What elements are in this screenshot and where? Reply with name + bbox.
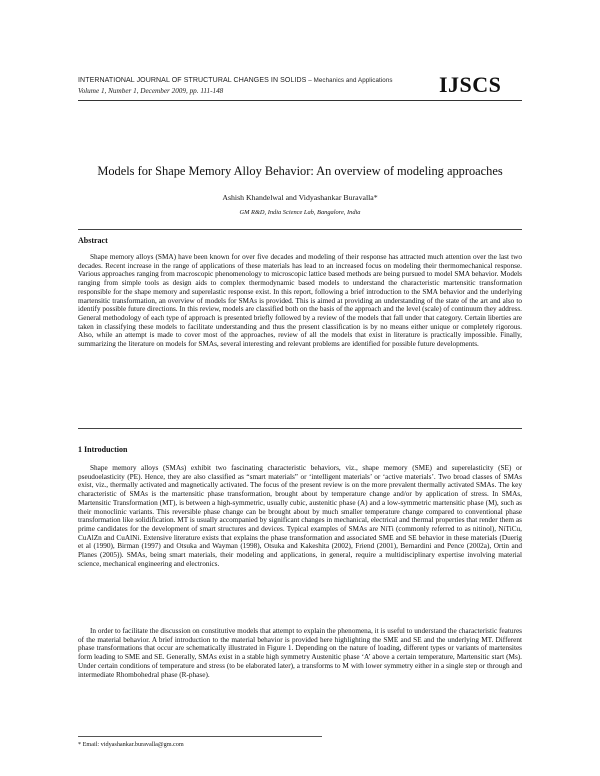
footnote-rule bbox=[78, 736, 322, 737]
header-divider bbox=[78, 100, 522, 101]
abstract-heading: Abstract bbox=[78, 236, 108, 245]
journal-name: INTERNATIONAL JOURNAL OF STRUCTURAL CHANGES IN SOLIDS bbox=[78, 77, 307, 84]
paper-affiliation: GM R&D, India Science Lab, Bangalore, India bbox=[239, 209, 361, 216]
introduction-heading: 1 Introduction bbox=[78, 445, 128, 454]
abstract-bottom-rule bbox=[78, 428, 522, 429]
journal-logo: IJSCS bbox=[439, 72, 502, 97]
footnote-email: * Email: vidyashankar.buravalla@gm.com bbox=[78, 741, 184, 748]
volume-info: Volume 1, Number 1, December 2009, pp. 111-148 bbox=[78, 87, 224, 95]
abstract-text: Shape memory alloys (SMA) have been known for over five decades and modeling of their response has attracted much attention over the last two decades. Recent increase in the range of applications of these materials has lead to an increased focus on modeling their thermomechanical response. Various approaches ranging from macroscopic phenomenology to microscopic lattice based methods are being pursued to model SMA behavior. Models ranging from simple tools as design aids to complex thermodynamic based models to understand the characteristic martensitic transformation responsible for the shape memory and superelastic response exist. In this report, following a brief introduction to the SMA behavior and the underlying martensitic transformation, an overview of models for SMAs is provided. This is aimed at providing an understanding of the state of the art and also to identify possible future directions. In this review, models are classified both on the basis of the approach and the level (scale) of continuum they address. General methodology of each type of approach is presented briefly followed by a review of the models that fall under that category. Certain liberties are taken in classifying these models to facilitate understanding and thus the present classification is by no means either unique or completely rigorous. Also, while an attempt is made to cover most of the approaches, review of all the models that exist in literature is practically impossible. Finally, summarizing the literature on models for SMAs, several interesting and relevant problems are identified for possible future developments. bbox=[78, 253, 522, 349]
journal-subtitle: – Mechanics and Applications bbox=[306, 77, 393, 84]
journal-header bbox=[78, 77, 393, 84]
paper-authors: Ashish Khandelwal and Vidyashankar Buravalla* bbox=[222, 193, 378, 202]
paper-title: Models for Shape Memory Alloy Behavior: An overview of modeling approaches bbox=[97, 164, 503, 178]
abstract-top-rule bbox=[78, 229, 522, 230]
introduction-paragraph-2: In order to facilitate the discussion on constitutive models that attempt to explain the phenomena, it is useful to understand the characteristic features of the material behavior. A brief introduction to the material behavior is provided here highlighting the SME and SE and the underlying MT. Different phase transformations that occur are schematically illustrated in Figure 1. Depending on the nature of loading, different types or variants of martensites form leading to SME and SE. Generally, SMAs exist in a stable high symmetry Austenitic phase ‘A’ above a certain temperature, Martensitic start (Ms). Under certain conditions of temperature and stress (to be elaborated later), a transforms to M with lower symmetry either in a single step or through and intermediate Rhombohedral phase (R-phase). bbox=[78, 627, 522, 679]
introduction-paragraph-1: Shape memory alloys (SMAs) exhibit two fascinating characteristic behaviors, viz., shape memory (SME) and superelasticity (SE) or pseudoelasticity (PE). Hence, they are also classified as “smart materials” or ‘intelligent materials’ or ‘active materials’. Two broad classes of SMAs exist, viz., thermally activated and magnetically activated. The focus of the present review is on the more prevalent thermally activated SMAs. The key characteristic of SMAs is the martensitic phase transformation, brought about by temperature change and/or by application of stress. In SMAs, Martensitic Transformation (MT), is between a high-symmetric, usually cubic, austenitic phase (A) and a low-symmetric martensitic phase (M), such as their monoclinic variants. This reversible phase change can be brought about by much smaller temperature change compared to conventional phase transformation like solidification. MT is usually accompanied by significant changes in mechanical, electrical and thermal properties that render them as prime candidates for the development of smart structures and devices. Typical examples of SMAs are NiTi (commonly referred to as nitinol), NiTiCu, CuAlZn and CuAlNi. Extensive literature exists that explains the phase transformation and associated SME and SE behavior in these materials (Duerig et al (1990), Birman (1997) and Otsuka and Wayman (1998), Otsuka and Kakeshita (2002), Friend (2001), Bernardini and Pence (2002a), Ortin and Planes (2005)). SMAs, being smart materials, their modeling and applications, in general, require a multidisciplinary expertise involving material science, mechanical engineering and electronics. bbox=[78, 464, 522, 568]
